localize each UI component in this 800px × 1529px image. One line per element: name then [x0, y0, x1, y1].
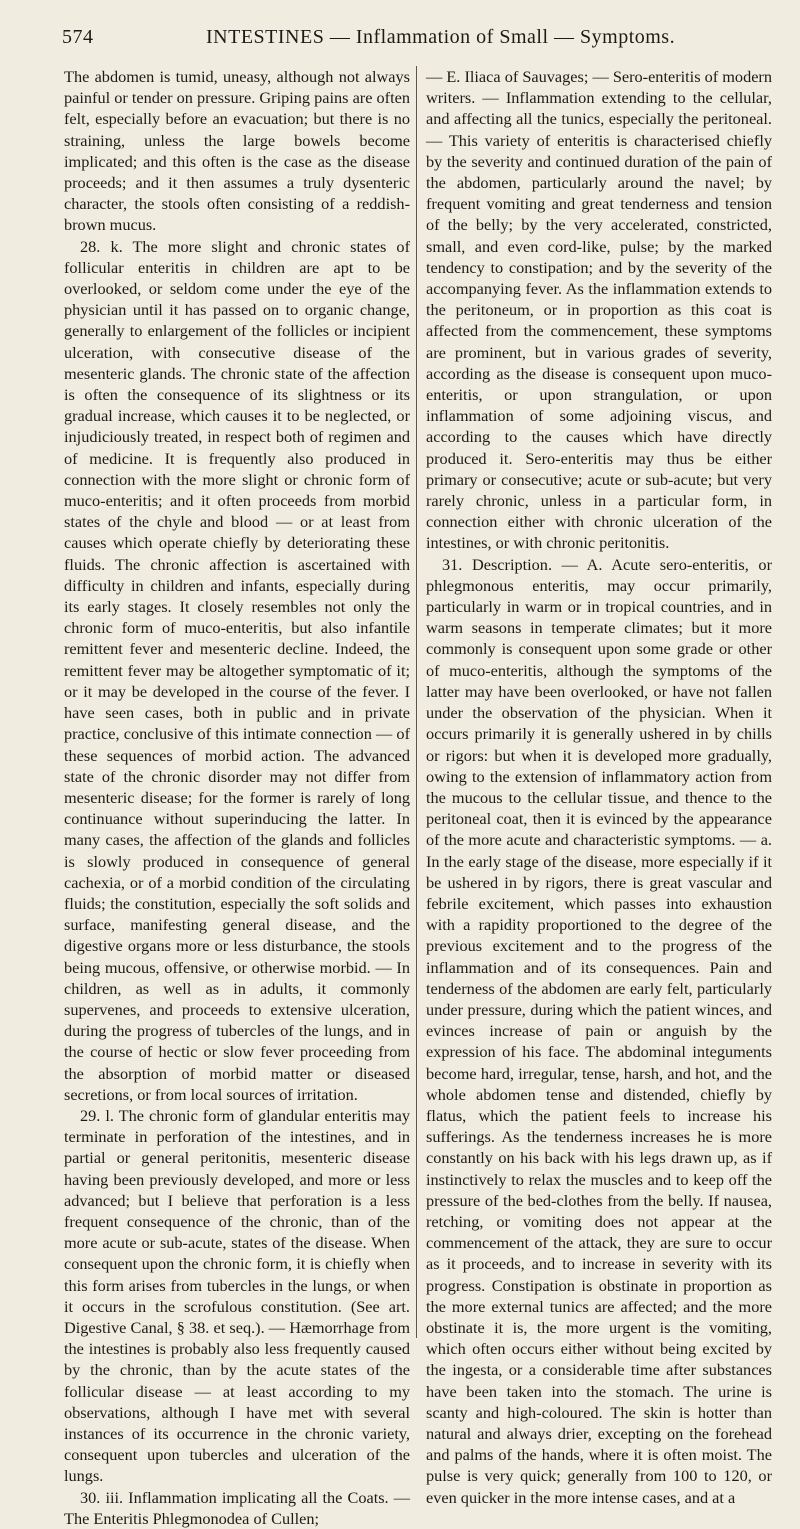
paragraph: — E. Iliaca of Sauvages; — Sero-enteritis of modern writers. — Inflammation extending to the cellular, and affecting all the tunics, especially the peritoneal. — This variety of enteritis is characterised chiefly by the severity and continued duration of the pain of the abdomen, particularly around the navel; by frequent vomiting and great tenderness and tension of the belly; by the very accelerated, constricted, small, and even cord-like, pulse; by the marked tendency to constipation; and by the severity of the accompanying fever. As the inflammation extends to the peritoneum, or in proportion as this coat is affected from the commencement, these symptoms are prominent, but in various grades of severity, according as the disease is consequent upon muco-enteritis, or upon strangulation, or upon inflammation of some adjoining viscus, and according to the causes which have directly produced it. Sero-enteritis may thus be either primary or consecutive; acute or sub-acute; but very rarely chronic, unless in a particular form, in connection either with chronic ulceration of the intestines, or with chronic peritonitis.	[426, 67, 772, 553]
paragraph-31: 31. Description. — A. Acute sero-enteritis, or phlegmonous enteritis, may occur primarily, particularly in warm or in tropical countries, and in warm seasons in temperate climates; but it more commonly is consequent upon some grade or other of muco-enteritis, although the symptoms of the latter may have been overlooked, or have not fallen under the observation of the physician. When it occurs primarily it is generally ushered in by chills or rigors: but when it is developed more gradually, owing to the extension of inflammatory action from the mucous to the cellular tissue, and thence to the peritoneal coat, then it is evinced by the appearance of the more acute and characteristic symptoms. — a. In the early stage of the disease, more especially if it be ushered in by rigors, there is great vascular and febrile excitement, which passes into exhaustion with a rapidity proportioned to the degree of the previous excitement and to the progress of the inflammation and of its consequences. Pain and tenderness of the abdomen are early felt, particularly under pressure, during which the patient winces, and evinces increase of pain or anguish by the expression of his face. The abdominal integuments become hard, irregular, tense, harsh, and hot, and the whole abdomen tense and distended, chiefly by flatus, which the patient feels to increase his sufferings. As the tenderness increases he is more constantly on his back with his legs drawn up, as if instinctively to relax the muscles and to keep off the pressure of the bed-clothes from the belly. If nausea, retching, or vomiting does not appear at the commencement of the attack, they are sure to occur as it proceeds, and to increase in severity with its progress. Constipation is obstinate in proportion as the more external tunics are affected; and the more obstinate it is, the more urgent is the vomiting, which often occurs either without being excited by the ingesta, or a considerable time after substances have been taken into the stomach. The urine is scanty and high-coloured. The skin is hotter than natural and always drier, excepting on the forehead and palms of the hands, where it is often moist. The pulse is very quick; generally from 100 to 120, or even quicker in the more intense cases, and at a	[426, 554, 772, 1507]
left-column	[64, 66, 410, 1529]
page-header	[62, 22, 782, 52]
paragraph-28: 28. k. The more slight and chronic states of follicular enteritis in children are apt to be overlooked, or seldom come under the eye of the physician until it has passed on to organic change, generally to enlargement of the follicles or incipient ulceration, with consecutive disease of the mesenteric glands. The chronic state of the affection is often the consequence of its slightness or its gradual increase, which causes it to be neglected, or injudiciously treated, in respect both of regimen and of medicine. It is frequently also produced in connection with the more slight or chronic form of muco-enteritis; and it often proceeds from morbid states of the chyle and blood — or at least from causes which operate chiefly by deteriorating these fluids. The chronic affection is ascertained with difficulty in children and infants, especially during its early stages. It closely resembles not only the chronic form of muco-enteritis, but also infantile remittent fever and mesenteric decline. Indeed, the remittent fever may be altogether symptomatic of it; or it may be developed in the course of the fever. I have seen cases, both in public and in private practice, conclusive of this intimate connection — of these sequences of morbid action. The advanced state of the chronic disorder may not differ from mesenteric disease; for the former is rarely of long continuance without superinducing the latter. In many cases, the affection of the glands and follicles is slowly produced in consequence of general cachexia, or of a morbid condition of the circulating fluids; the constitution, especially the soft solids and surface, manifesting general disease, and the digestive organs more or less disturbance, the stools being mucous, offensive, or otherwise morbid. — In children, as well as in adults, it commonly supervenes, and proceeds to extensive ulceration, during the progress of tubercles of the lungs, and in the course of hectic or slow fever proceeding from the absorption of morbid matter or diseased secretions, or from local sources of irritation.	[64, 236, 410, 1104]
right-column	[426, 66, 772, 1508]
running-title: INTESTINES — Inflammation of Small — Symptoms.	[206, 26, 676, 48]
paragraph-29: 29. l. The chronic form of glandular enteritis may terminate in perforation of the intestines, and in partial or general peritonitis, mesenteric disease having been previously developed, and more or less advanced; but I believe that perforation is a less frequent consequence of the chronic, than of the more acute or sub-acute, states of the disease. When consequent upon the chronic form, it is chiefly when this form arises from tubercles in the lungs, or when it occurs in the scrofulous constitution. (See art. Digestive Canal, § 38. et seq.). — Hæmorrhage from the intestines is probably also less frequently caused by the chronic, than by the acute states of the follicular disease — at least according to my observations, although I have met with several instances of its occurrence in the chronic variety, consequent upon tubercles and ulceration of the lungs.	[64, 1105, 410, 1486]
paragraph: The abdomen is tumid, uneasy, although not always painful or tender on pressure. Griping pains are often felt, especially before an evacuation; but there is no straining, unless the large bowels become implicated; and this often is the case as the disease proceeds; and it then assumes a truly dysenteric character, the stools often consisting of a reddish-brown mucus.	[64, 67, 410, 235]
page-number: 574	[62, 26, 94, 48]
paragraph-30: 30. iii. Inflammation implicating all the Coats. — The Enteritis Phlegmonodea of Cullen;	[64, 1487, 410, 1528]
column-divider	[416, 66, 417, 1338]
